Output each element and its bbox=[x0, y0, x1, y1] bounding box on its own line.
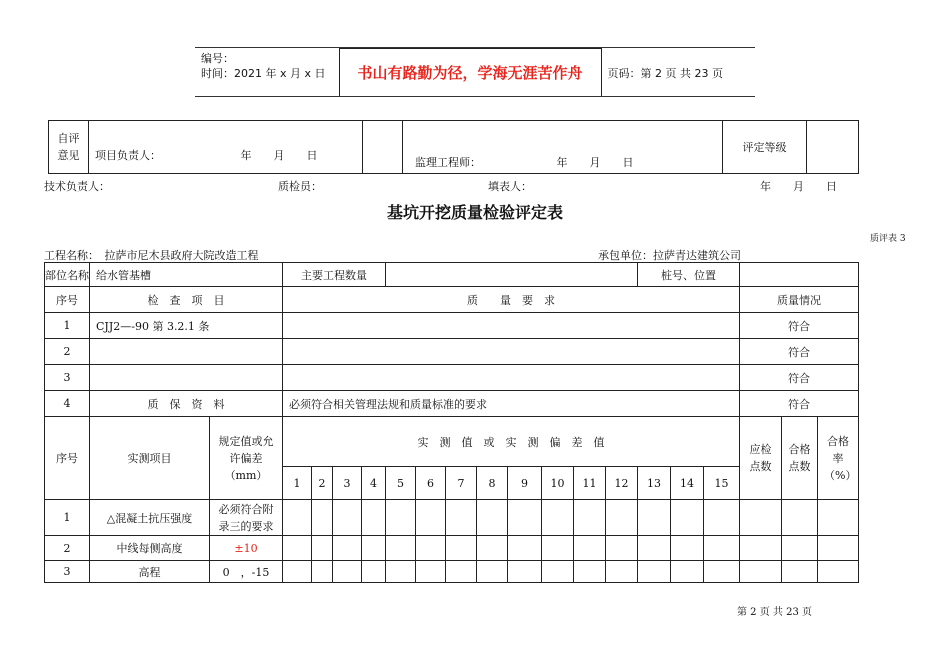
m-row-item: △混凝土抗压强度 bbox=[90, 500, 210, 536]
m-col-item: 实测项目 bbox=[90, 417, 210, 500]
row-req bbox=[283, 313, 740, 339]
m-col-pass-rate: 合格率（%） bbox=[818, 417, 859, 500]
row-req bbox=[283, 365, 740, 391]
row-seq: 1 bbox=[45, 313, 90, 339]
qty-label: 主要工程数量 bbox=[283, 263, 386, 287]
blank-cell bbox=[363, 121, 403, 174]
m-num: 5 bbox=[386, 467, 416, 500]
number-label: 编号： bbox=[201, 51, 234, 65]
row-status: 符合 bbox=[740, 391, 859, 417]
part-row bbox=[45, 263, 859, 287]
header-meta bbox=[195, 49, 339, 97]
m-col-seq: 序号 bbox=[45, 417, 90, 500]
m-num: 10 bbox=[542, 467, 574, 500]
m-num: 11 bbox=[574, 467, 606, 500]
inspector-label: 质检员： bbox=[278, 180, 322, 193]
part-value: 给水管基槽 bbox=[90, 263, 283, 287]
document-header bbox=[195, 48, 755, 97]
m-col-pass-points: 合格点数 bbox=[782, 417, 818, 500]
supervisor-cell bbox=[403, 121, 723, 174]
m-num: 15 bbox=[704, 467, 740, 500]
table-row bbox=[45, 365, 859, 391]
m-row-item: 中线每侧高度 bbox=[90, 536, 210, 561]
row-req bbox=[283, 339, 740, 365]
m-num: 12 bbox=[606, 467, 638, 500]
m-num: 13 bbox=[638, 467, 671, 500]
table-row bbox=[45, 391, 859, 417]
m-row-seq: 2 bbox=[45, 536, 90, 561]
filler-label: 填表人： bbox=[488, 180, 532, 193]
row-seq: 3 bbox=[45, 365, 90, 391]
row-item bbox=[90, 339, 283, 365]
station-label: 桩号、位置 bbox=[638, 263, 740, 287]
project-name: 工程名称： 拉萨市尼木县政府大院改造工程 bbox=[44, 249, 259, 262]
header-bottom-rule bbox=[195, 96, 755, 97]
measure-row bbox=[45, 500, 859, 536]
project-lead-label: 项目负责人： bbox=[95, 149, 161, 162]
row-item: CJJ2—-90 第 3.2.1 条 bbox=[90, 313, 283, 339]
measure-row bbox=[45, 536, 859, 561]
m-row-tolerance: 必须符合附录三的要求 bbox=[210, 500, 283, 536]
row-req: 必须符合相关管理法规和质量标准的要求 bbox=[283, 391, 740, 417]
project-lead-date: 年 月 日 bbox=[240, 149, 318, 162]
row-item: 质 保 资 料 bbox=[90, 391, 283, 417]
m-row-seq: 1 bbox=[45, 500, 90, 536]
m-row-seq: 3 bbox=[45, 561, 90, 583]
row-status: 符合 bbox=[740, 365, 859, 391]
station-value bbox=[740, 263, 859, 287]
row-item bbox=[90, 365, 283, 391]
page-footer: 第 2 页 共 23 页 bbox=[737, 607, 812, 618]
supervisor-date: 年 月 日 bbox=[556, 156, 634, 169]
project-lead-cell bbox=[89, 121, 363, 174]
grade-value bbox=[807, 121, 859, 174]
time-label: 时间：2021 年 x 月 x 日 bbox=[201, 66, 326, 80]
m-col-values: 实 测 值 或 实 测 偏 差 值 bbox=[283, 417, 740, 467]
m-row-tolerance: 0 ，-15 bbox=[210, 561, 283, 583]
m-num: 14 bbox=[671, 467, 704, 500]
m-num: 4 bbox=[362, 467, 386, 500]
col-status: 质量情况 bbox=[740, 287, 859, 313]
tech-lead-label: 技术负责人： bbox=[44, 180, 110, 193]
m-num: 6 bbox=[416, 467, 446, 500]
col-req: 质 量 要 求 bbox=[283, 287, 740, 313]
row-status: 符合 bbox=[740, 339, 859, 365]
measure-header-row bbox=[45, 417, 859, 467]
m-num: 9 bbox=[508, 467, 542, 500]
m-col-tolerance: 规定值或允许偏差（mm） bbox=[210, 417, 283, 500]
grade-label: 评定等级 bbox=[723, 121, 807, 174]
m-num: 3 bbox=[333, 467, 362, 500]
m-row-item: 高程 bbox=[90, 561, 210, 583]
m-num: 1 bbox=[283, 467, 312, 500]
contractor: 承包单位：拉萨青达建筑公司 bbox=[598, 249, 741, 262]
signature-date: 年 月 日 bbox=[760, 180, 837, 193]
row-seq: 2 bbox=[45, 339, 90, 365]
table-row bbox=[45, 339, 859, 365]
m-num: 2 bbox=[312, 467, 333, 500]
table-row bbox=[45, 313, 859, 339]
qty-value bbox=[386, 263, 638, 287]
evaluation-table bbox=[48, 120, 859, 174]
col-seq: 序号 bbox=[45, 287, 90, 313]
motto: 书山有路勤为径，学海无涯苦作舟 bbox=[339, 49, 601, 97]
m-num: 8 bbox=[477, 467, 508, 500]
part-label: 部位名称 bbox=[45, 263, 90, 287]
m-col-points: 应检点数 bbox=[740, 417, 782, 500]
form-number: 质评表 3 bbox=[870, 234, 906, 244]
row-seq: 4 bbox=[45, 391, 90, 417]
measure-row bbox=[45, 561, 859, 583]
header-row bbox=[45, 287, 859, 313]
page-label: 页码：第 2 页 共 23 页 bbox=[601, 49, 755, 97]
inspection-table bbox=[44, 262, 859, 583]
supervisor-label: 监理工程师： bbox=[415, 156, 481, 169]
self-eval-label: 自评意见 bbox=[49, 121, 89, 174]
m-row-tolerance: ±10 bbox=[210, 536, 283, 561]
col-item: 检 查 项 目 bbox=[90, 287, 283, 313]
page-title: 基坑开挖质量检验评定表 bbox=[386, 203, 563, 222]
m-num: 7 bbox=[446, 467, 477, 500]
row-status: 符合 bbox=[740, 313, 859, 339]
